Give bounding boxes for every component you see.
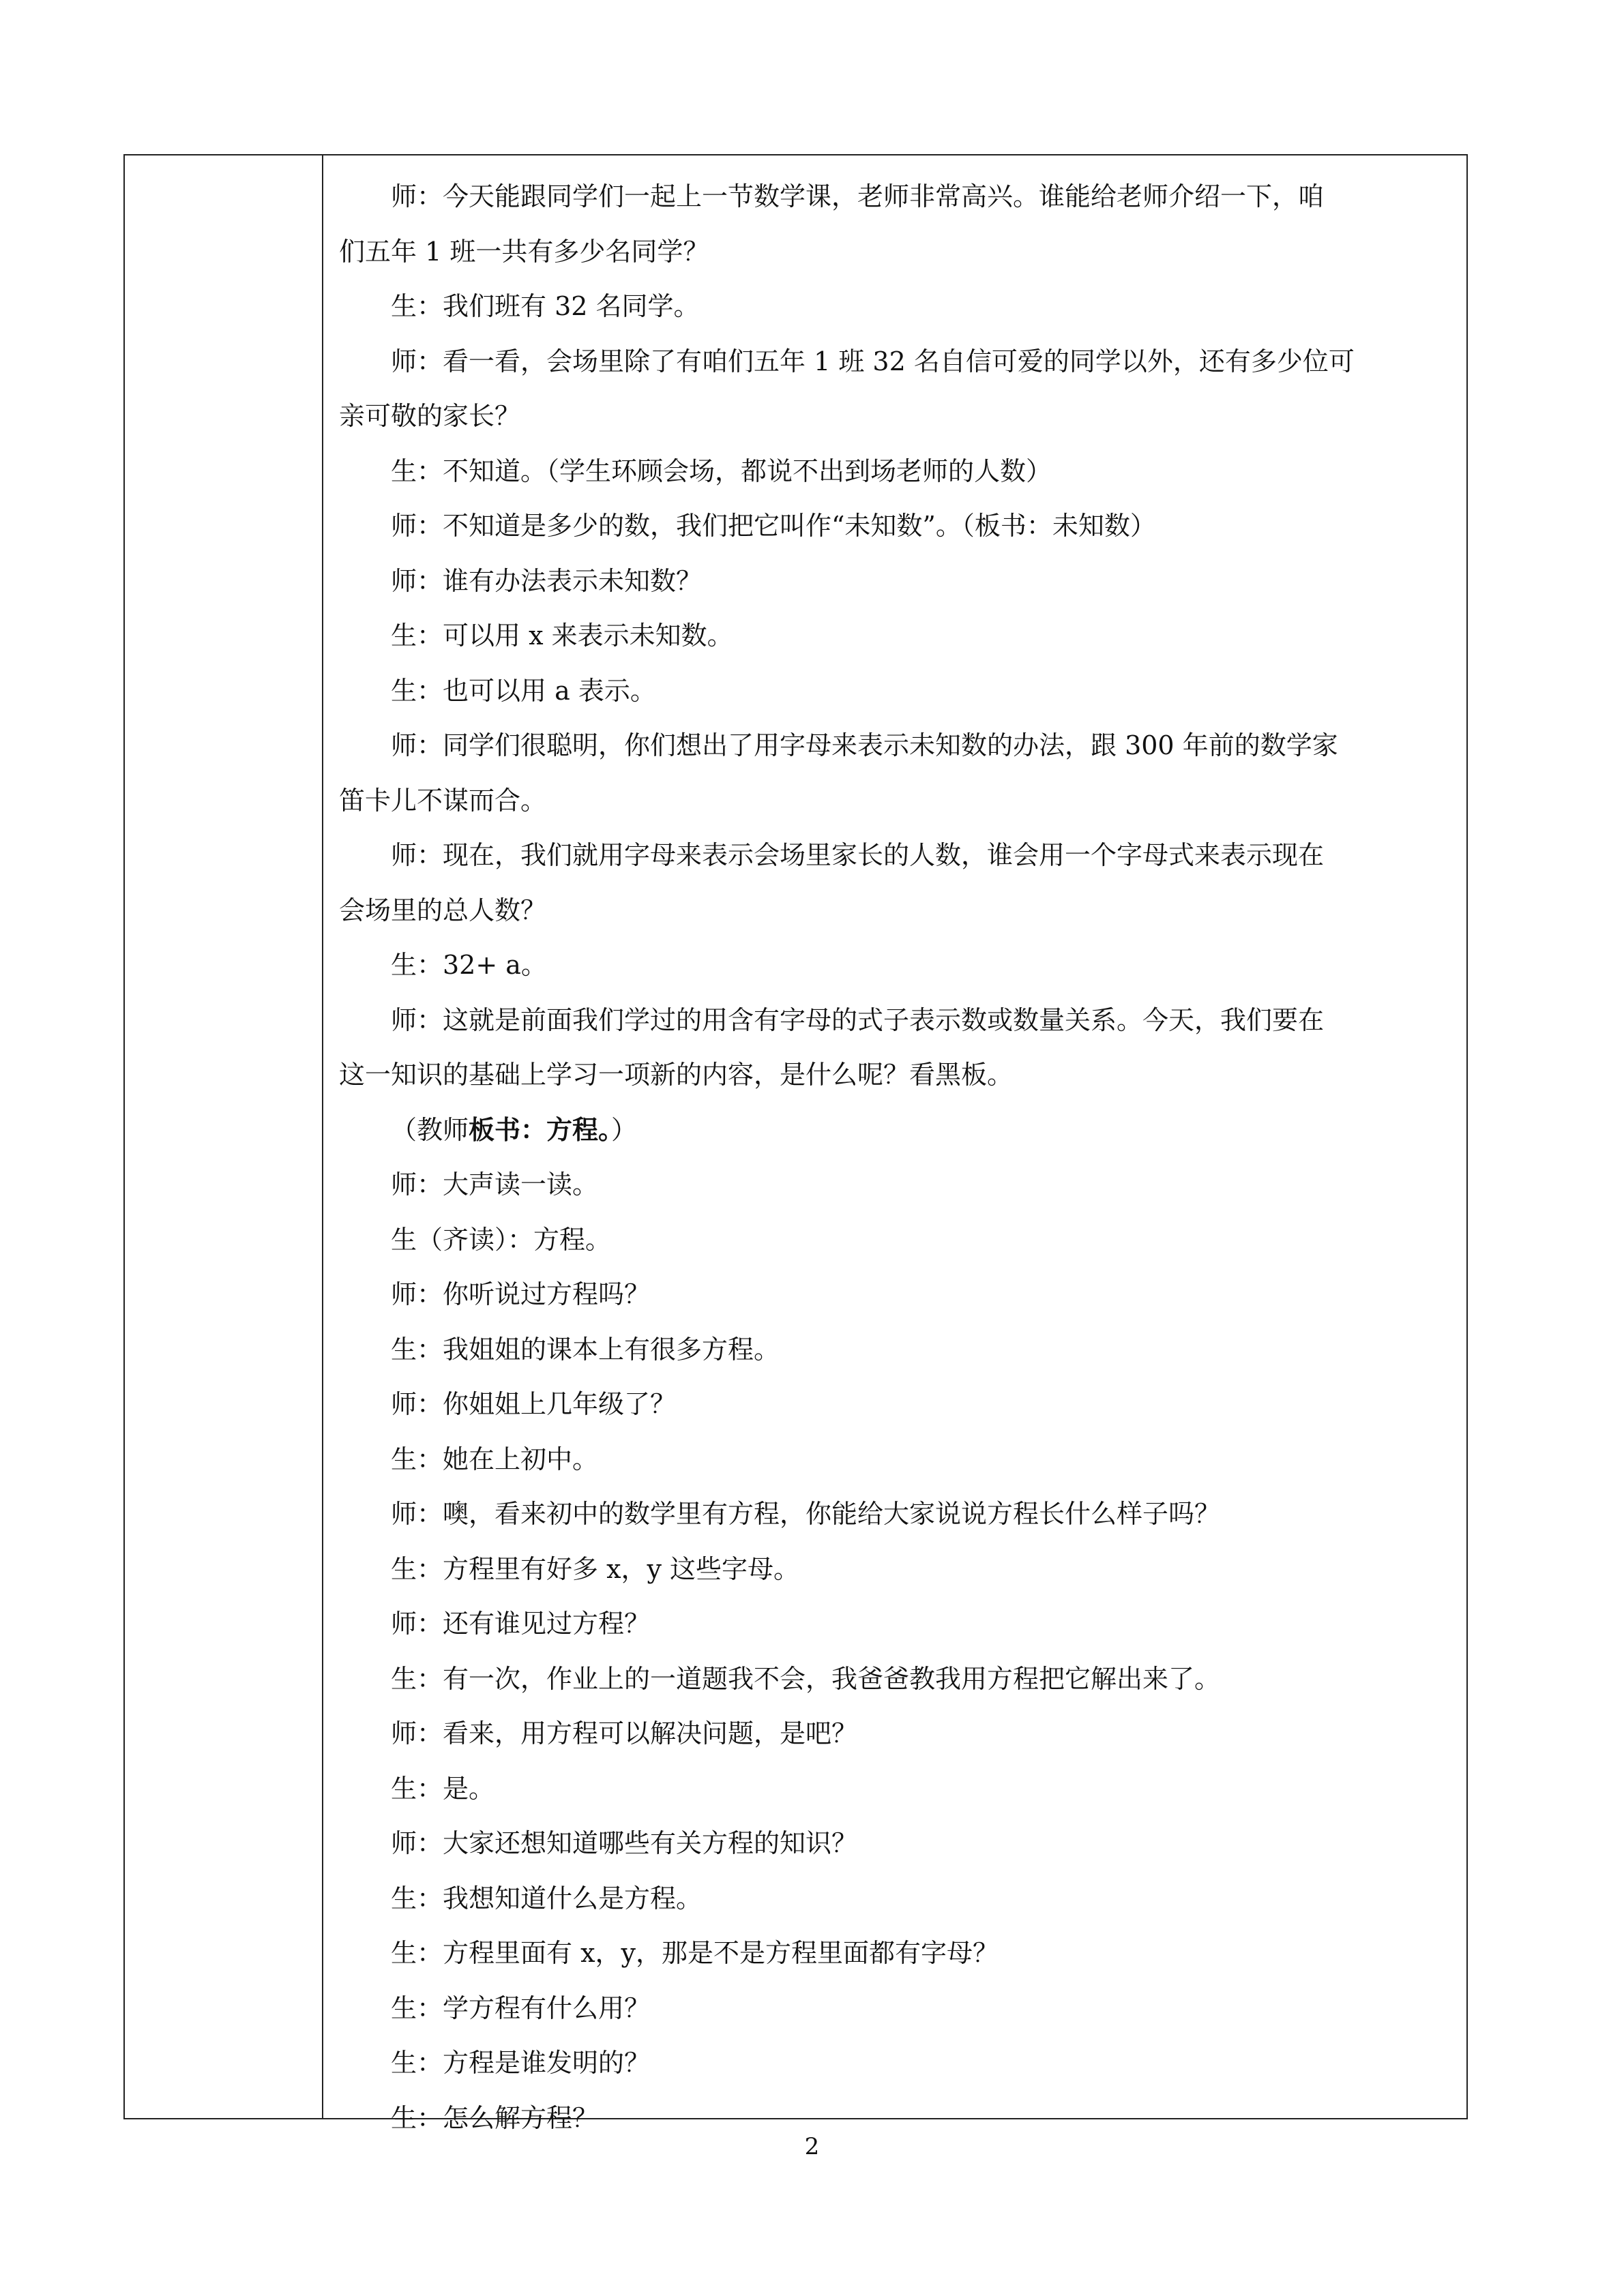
transcript-line: 生：有一次，作业上的一道题我不会，我爸爸教我用方程把它解出来了。 — [391, 1663, 1221, 1694]
transcript-line: 生：我想知道什么是方程。 — [391, 1883, 703, 1913]
transcript-line: 生：我们班有 32 名同学。 — [391, 291, 700, 321]
transcript-line: 生：她在上初中。 — [391, 1444, 599, 1474]
transcript-line: 生：32+ a。 — [391, 950, 547, 980]
transcript-line: 师：不知道是多少的数，我们把它叫作“未知数”。（板书：未知数） — [391, 511, 1156, 541]
transcript-line: 师：噢，看来初中的数学里有方程，你能给大家说说方程长什么样子吗？ — [391, 1499, 1221, 1529]
board-line-suffix: ） — [611, 1114, 638, 1145]
transcript-line: 们五年 1 班一共有多少名同学？ — [339, 236, 709, 267]
transcript-line: 师：还有谁见过方程？ — [391, 1609, 651, 1639]
transcript-line: 生（齐读）：方程。 — [391, 1224, 612, 1255]
transcript-line: 师：你听说过方程吗？ — [391, 1279, 651, 1309]
transcript-line: 师：大声读一读。 — [391, 1169, 599, 1199]
board-line-prefix: （教师 — [391, 1114, 469, 1145]
transcript-line: 这一知识的基础上学习一项新的内容，是什么呢？看黑板。 — [339, 1060, 1014, 1090]
transcript-line: 师：你姐姐上几年级了？ — [391, 1389, 677, 1419]
transcript-line: 生：方程里面有 x，y，那是不是方程里面都有字母？ — [391, 1938, 999, 1968]
transcript-line: 生：学方程有什么用？ — [391, 1993, 651, 2023]
transcript-line: 会场里的总人数？ — [339, 895, 547, 925]
table-left-column — [125, 155, 323, 2118]
transcript-line: 师：谁有办法表示未知数？ — [391, 565, 703, 596]
lesson-transcript — [339, 169, 1451, 2145]
transcript-line: 师：今天能跟同学们一起上一节数学课，老师非常高兴。谁能给老师介绍一下，咱 — [391, 181, 1325, 211]
board-writing-line — [339, 1103, 1451, 1158]
transcript-line: 生：我姐姐的课本上有很多方程。 — [391, 1334, 780, 1365]
lesson-table — [123, 154, 1468, 2133]
transcript-line: 师：看来，用方程可以解决问题，是吧？ — [391, 1718, 858, 1748]
transcript-line: 生：方程是谁发明的？ — [391, 2048, 651, 2078]
transcript-line: 亲可敬的家长？ — [339, 401, 521, 431]
transcript-line: 师：大家还想知道哪些有关方程的知识？ — [391, 1828, 858, 1858]
transcript-line: 生：怎么解方程？ — [391, 2102, 599, 2133]
transcript-line: 生：不知道。（学生环顾会场，都说不出到场老师的人数） — [391, 456, 1052, 486]
transcript-line: 生：可以用 x 来表示未知数。 — [391, 621, 733, 651]
transcript-line: 笛卡儿不谋而合。 — [339, 785, 547, 816]
transcript-line: 生：方程里有好多 x，y 这些字母。 — [391, 1553, 800, 1584]
transcript-line: 生：是。 — [391, 1773, 495, 1804]
transcript-line: 师：这就是前面我们学过的用含有字母的式子表示数或数量关系。今天，我们要在 — [391, 1004, 1325, 1035]
board-line-bold: 板书：方程。 — [469, 1114, 612, 1145]
transcript-line: 师：看一看，会场里除了有咱们五年 1 班 32 名自信可爱的同学以外，还有多少位可 — [391, 346, 1355, 376]
transcript-line: 生：也可以用 a 表示。 — [391, 675, 656, 706]
page-number: 2 — [804, 2133, 820, 2160]
transcript-line: 师：同学们很聪明，你们想出了用字母来表示未知数的办法，跟 300 年前的数学家 — [391, 730, 1338, 760]
transcript-line: 师：现在，我们就用字母来表示会场里家长的人数，谁会用一个字母式来表示现在 — [391, 840, 1325, 870]
